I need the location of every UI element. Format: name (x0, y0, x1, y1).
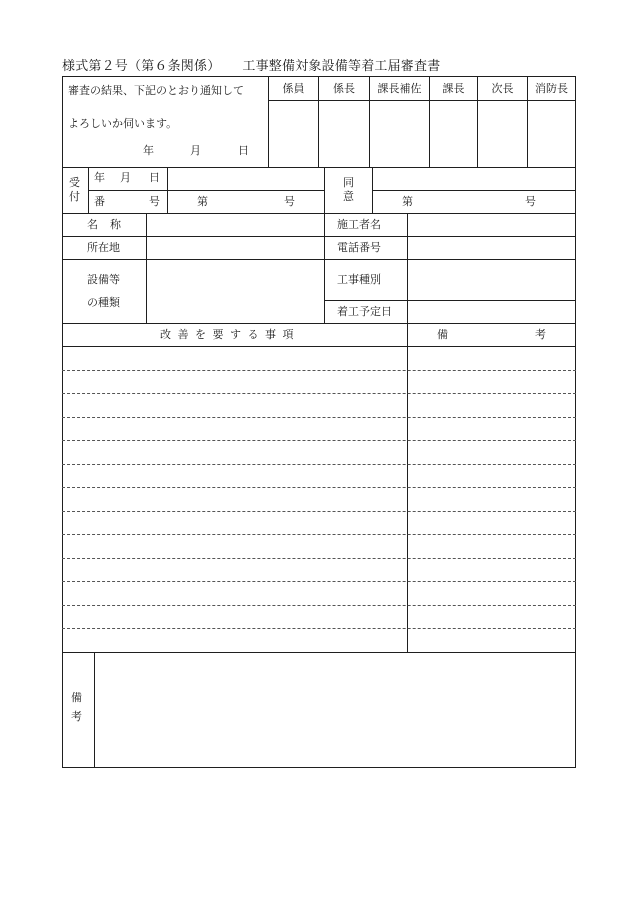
consent-number-field[interactable] (414, 191, 524, 213)
receipt-date-month: 月 (120, 171, 131, 184)
consent-label-bottom: 意 (343, 190, 354, 203)
form-number: 様式第２号（第６条関係） (62, 59, 221, 74)
work-type-field[interactable] (408, 260, 575, 300)
location-label: 所在地 (87, 241, 120, 254)
stamp-box-manager[interactable] (430, 101, 477, 167)
approval-staff: 係員 (282, 82, 305, 95)
receipt-label-top: 受 (69, 176, 80, 189)
receipt-date-day: 日 (149, 171, 160, 184)
receipt-number-label-2: 号 (149, 195, 160, 208)
remarks-area[interactable] (408, 347, 575, 652)
notice-line-1: 審査の結果、下記のとおり通知して (68, 84, 244, 97)
consent-number-go: 号 (525, 195, 536, 208)
stamp-box-chief[interactable] (319, 101, 369, 167)
approval-deputy-director: 次長 (491, 82, 514, 95)
consent-number-dai: 第 (402, 195, 413, 208)
notice-day: 日 (238, 144, 249, 157)
improvements-area[interactable] (63, 347, 407, 652)
approval-deputy-manager: 課長補佐 (377, 82, 422, 95)
notice-year: 年 (143, 144, 154, 157)
remarks-header-1: 備 (437, 328, 448, 341)
work-type-label: 工事種別 (337, 273, 381, 286)
equipment-field[interactable] (147, 260, 324, 323)
receipt-label-bottom: 付 (69, 190, 80, 203)
start-date-field[interactable] (408, 301, 575, 323)
phone-label: 電話番号 (337, 241, 381, 254)
receipt-number-go: 号 (284, 195, 295, 208)
receipt-number-dai: 第 (197, 195, 208, 208)
receipt-date-year: 年 (94, 171, 105, 184)
remarks-header-2: 考 (535, 328, 546, 341)
stamp-box-staff[interactable] (269, 101, 318, 167)
stamp-box-deputy-director[interactable] (478, 101, 527, 167)
equipment-label-1: 設備等 (87, 273, 120, 286)
name-label-2: 称 (110, 218, 121, 231)
notice-line-2: よろしいか伺います。 (68, 117, 178, 130)
footer-remarks-area[interactable] (95, 653, 575, 767)
receipt-number-field[interactable] (208, 191, 282, 213)
start-date-label: 着工予定日 (337, 305, 392, 318)
contractor-label: 施工者名 (337, 218, 381, 231)
form-name: 工事整備対象設備等着工届審査書 (242, 59, 441, 74)
stamp-box-fire-chief[interactable] (528, 101, 575, 167)
stamp-box-deputy-manager[interactable] (370, 101, 429, 167)
approval-chief: 係長 (333, 82, 355, 95)
improvements-header: 改善を要する事項 (160, 328, 300, 341)
footer-remarks-label-2: 考 (71, 710, 82, 723)
location-field[interactable] (147, 237, 324, 259)
name-label-1: 名 (87, 218, 98, 231)
footer-remarks-label-1: 備 (71, 691, 82, 704)
consent-date-field[interactable] (373, 168, 575, 190)
contractor-field[interactable] (408, 214, 575, 236)
consent-label-top: 同 (343, 176, 354, 189)
notice-month: 月 (190, 144, 201, 157)
approval-fire-chief: 消防長 (535, 82, 568, 95)
receipt-number-label-1: 番 (94, 195, 105, 208)
approval-manager: 課長 (442, 82, 465, 95)
receipt-date-field[interactable] (168, 168, 324, 190)
phone-field[interactable] (408, 237, 575, 259)
equipment-label-2: の種類 (87, 296, 120, 309)
name-field[interactable] (147, 214, 324, 236)
